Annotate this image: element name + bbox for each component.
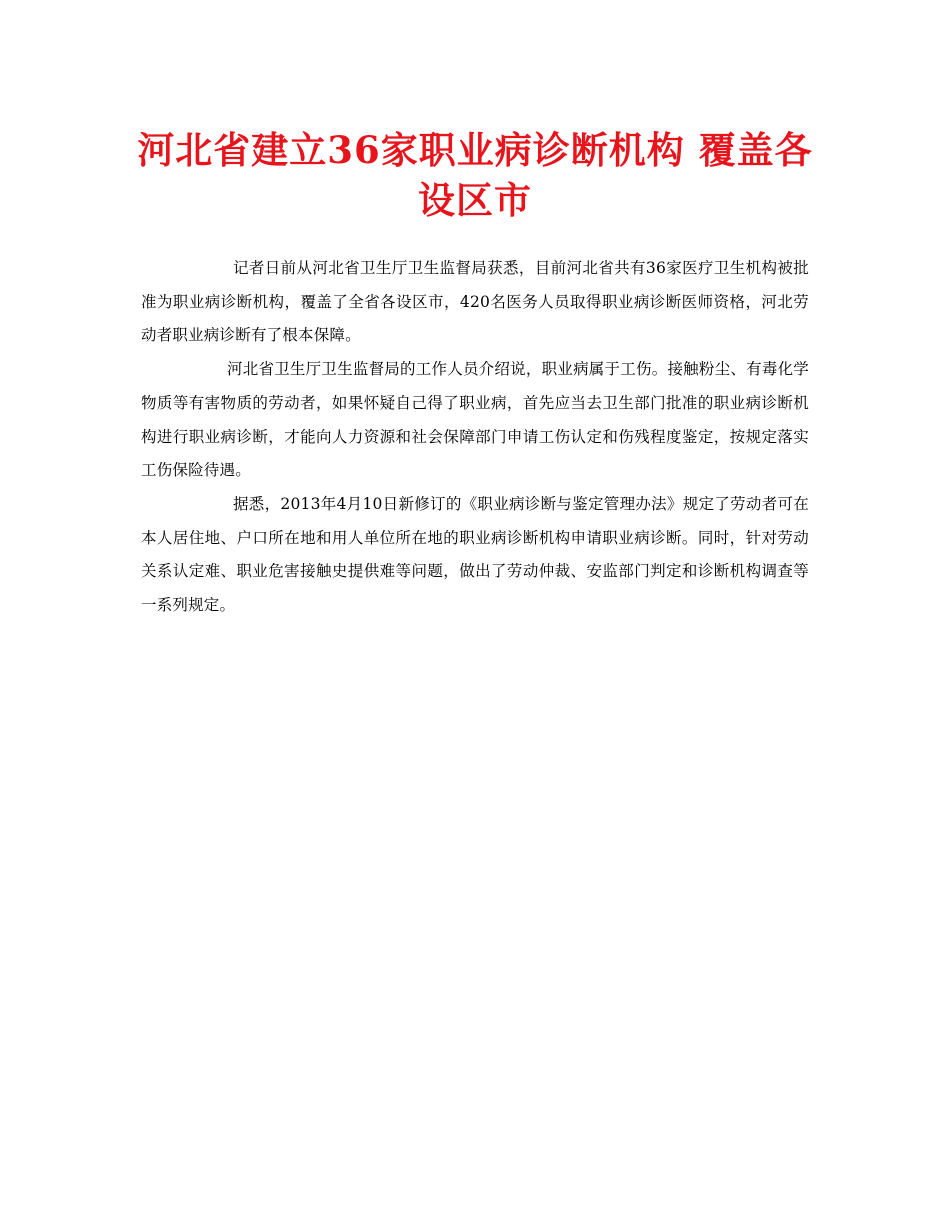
- paragraph-1: 记者日前从河北省卫生厅卫生监督局获悉，目前河北省共有36家医疗卫生机构被批准为职业病诊断机构，覆盖了全省各设区市，420名医务人员取得职业病诊断医师资格，河北劳动者职业病诊断有了根本保障。: [141, 259, 809, 345]
- document-title: 河北省建立36家职业病诊断机构 覆盖各设区市: [137, 128, 813, 222]
- paragraph-2: 河北省卫生厅卫生监督局的工作人员介绍说，职业病属于工伤。接触粉尘、有毒化学物质等有害物质的劳动者，如果怀疑自己得了职业病，首先应当去卫生部门批准的职业病诊断机构进行职业病诊断，才能向人力资源和社会保障部门申请工伤认定和伤残程度鉴定，按规定落实工伤保险待遇。: [141, 360, 809, 480]
- paragraph-3: 据悉，2013年4月10日新修订的《职业病诊断与鉴定管理办法》规定了劳动者可在本人居住地、户口所在地和用人单位所在地的职业病诊断机构申请职业病诊断。同时，针对劳动关系认定难、职业危害接触史提供难等问题，做出了劳动仲裁、安监部门判定和诊断机构调查等一系列规定。: [141, 494, 809, 615]
- document-body: [141, 252, 809, 623]
